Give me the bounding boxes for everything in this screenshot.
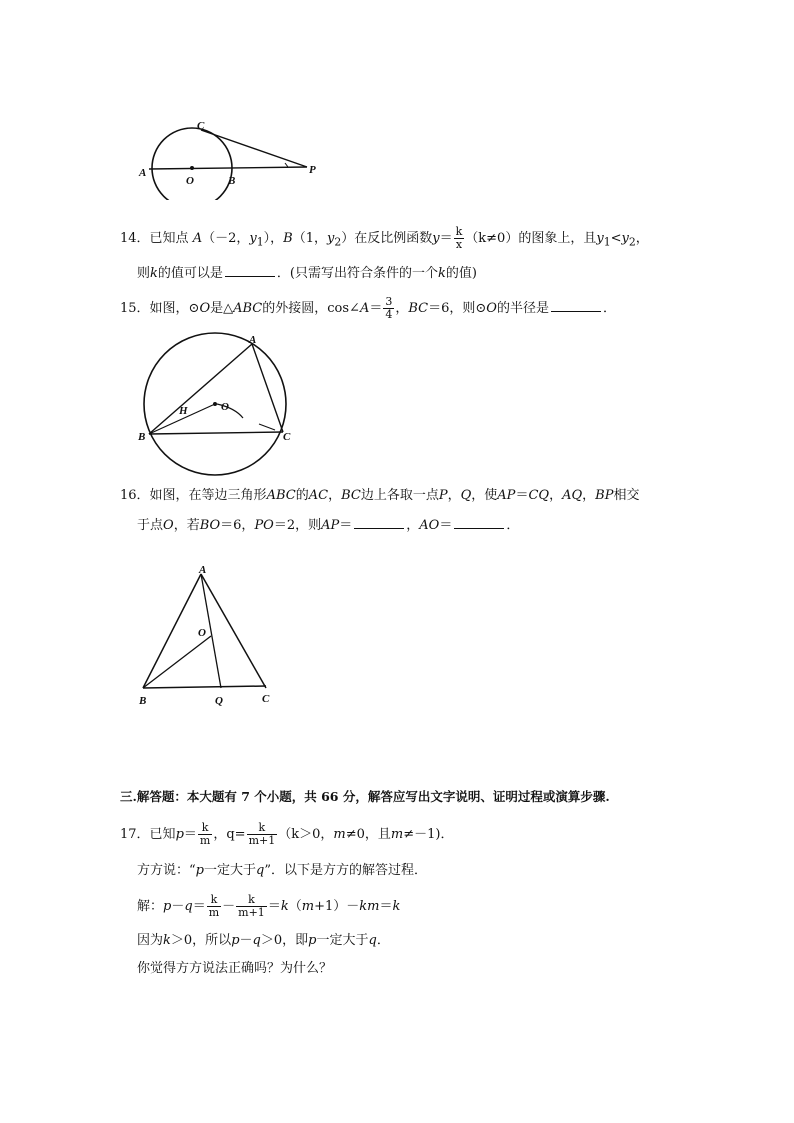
q16-line1 <box>120 487 639 505</box>
q17-text: （ <box>288 899 302 914</box>
q17-text: （k＞0， <box>278 827 334 842</box>
q17-line5: 你觉得方方说法正确吗？为什么？ <box>137 961 333 976</box>
q14-sub: 2 <box>628 235 636 249</box>
q15-text: ＝ <box>369 301 383 316</box>
q17-text: ． <box>376 933 390 948</box>
figure-circle-tangent <box>135 118 325 200</box>
q17-line3 <box>137 894 400 919</box>
q16-line2 <box>137 516 519 535</box>
figure-circumcircle <box>135 332 310 480</box>
q15-answer-blank[interactable] <box>551 299 601 312</box>
fig16-label-c: C <box>262 693 270 705</box>
q14-line1 <box>120 226 649 252</box>
q14-text: 的值) <box>445 266 477 281</box>
q14-fraction <box>454 226 465 251</box>
q16-answer-blank-ao[interactable] <box>454 516 504 529</box>
q15-text: 的外接圆，cos∠ <box>262 301 360 316</box>
q17-var: p <box>195 863 204 878</box>
section-three-heading: 三.解答题：本大题有 7 个小题，共 66 分，解答应写出文字说明、证明过程或演算步骤. <box>120 789 610 804</box>
q14-line2 <box>137 264 477 283</box>
q17-var: k <box>163 933 171 948</box>
q16-text: 如图，在等边三角形 <box>149 488 267 503</box>
q17-line4 <box>137 932 390 950</box>
fig15-label-c: C <box>283 431 291 443</box>
q15-fraction <box>383 296 394 321</box>
fig16-label-q: Q <box>215 695 223 707</box>
fig16-label-a: A <box>199 564 207 576</box>
q14-text: 的值可以是 <box>157 266 223 281</box>
q16-var: BO <box>199 518 221 533</box>
q17-text: 方方说：“ <box>137 863 196 878</box>
q17-var: q <box>256 863 265 878</box>
q17-var: p <box>163 899 172 914</box>
q17-text: － <box>222 899 236 914</box>
q17-text: ＝ <box>267 899 281 914</box>
q17-var: p <box>231 933 240 948</box>
q15-text: ． <box>602 301 616 316</box>
q16-text: 于点 <box>137 518 164 533</box>
fig15-label-h: H <box>179 405 188 417</box>
q14-var: k <box>150 266 158 281</box>
q14-text: ＝ <box>439 231 453 246</box>
fig15-label-o: O <box>221 401 229 413</box>
q17-frac-den: m <box>199 834 211 847</box>
q16-var: BC <box>341 488 361 503</box>
q16-var: BP <box>595 488 614 503</box>
q16-var: Q <box>460 488 472 503</box>
fig13-label-b: B <box>228 175 236 187</box>
q16-var: ABC <box>266 488 296 503</box>
fig15-label-b: B <box>138 431 146 443</box>
q16-var: PO <box>254 518 274 533</box>
q17-frac-den: m+1 <box>248 834 276 847</box>
q17-frac-num: k <box>198 822 212 835</box>
q16-text: ，使 <box>471 488 498 503</box>
q14-var: k <box>438 266 446 281</box>
fig13-label-p: P <box>309 164 316 176</box>
q14-point-b: B <box>283 231 293 246</box>
q15-text: 的半径是 <box>496 301 549 316</box>
q16-text: ，若 <box>173 518 200 533</box>
q14-answer-blank[interactable] <box>225 264 275 277</box>
q17-text: 因为 <box>137 933 164 948</box>
q16-text: ， <box>328 488 342 503</box>
q17-text: ＝ <box>192 899 206 914</box>
q16-answer-blank-ap[interactable] <box>354 516 404 529</box>
q14-text: < <box>610 231 622 246</box>
q15-number: 15． <box>120 301 150 316</box>
q14-text: ）， <box>263 231 284 246</box>
q17-var: km <box>359 899 380 914</box>
q14-sub: 1 <box>603 235 611 249</box>
q17-frac-num: k <box>247 822 278 835</box>
q14-var: y <box>621 231 629 246</box>
q17-var: q <box>252 933 261 948</box>
q17-text: 一定大于 <box>203 863 256 878</box>
q16-text: 的 <box>295 488 309 503</box>
q16-text: ， <box>582 488 596 503</box>
q17-text: ＝ <box>379 899 393 914</box>
q17-text: 一定大于 <box>316 933 369 948</box>
q14-var: y <box>249 231 257 246</box>
q16-number: 16． <box>120 488 150 503</box>
q17-var: q <box>184 899 193 914</box>
figure-equilateral-triangle <box>135 562 280 712</box>
q14-text: （－2， <box>202 231 250 246</box>
q16-text: ＝2，则 <box>273 518 322 533</box>
q17-text: 已知 <box>149 827 176 842</box>
q17-var: p <box>175 827 184 842</box>
q16-var: P <box>438 488 448 503</box>
q14-frac-num: k <box>455 225 463 238</box>
q17-var: q <box>368 933 377 948</box>
q17-var: m <box>390 827 404 842</box>
q17-line1 <box>120 822 453 847</box>
q14-text: 已知点 <box>149 231 193 246</box>
q17-line3-fraction-2 <box>236 894 267 919</box>
q14-number: 14． <box>120 231 150 246</box>
q14-var: y <box>326 231 335 246</box>
q14-point-a: A <box>192 231 203 246</box>
q17-frac-num: k <box>236 894 267 907</box>
q17-text: ，q= <box>213 827 246 842</box>
q17-text: ”．以下是方方的解答过程． <box>264 863 427 878</box>
q17-text: +1）－ <box>314 899 360 914</box>
q16-text: ＝ <box>515 488 529 503</box>
fig13-label-a: A <box>139 167 147 179</box>
q16-text: ＝ <box>439 518 453 533</box>
q15-frac-den: 4 <box>385 308 393 321</box>
q15-frac-num: 3 <box>385 295 393 308</box>
q17-var: p <box>308 933 317 948</box>
q17-frac-den: m+1 <box>238 906 265 919</box>
q14-text: （1， <box>292 231 327 246</box>
q17-var: m <box>333 827 346 842</box>
q14-text: ， <box>635 231 649 246</box>
q14-var: y <box>432 231 440 246</box>
q17-frac-num: k <box>207 894 221 907</box>
q16-text: ＝6， <box>220 518 255 533</box>
q15-var: O <box>486 301 497 316</box>
fig15-label-a: A <box>249 334 257 346</box>
q17-text: ≠－1)． <box>403 827 454 842</box>
q14-text: ）在反比例函数 <box>341 231 433 246</box>
q14-var: y <box>596 231 604 246</box>
q15-text: ＝6，则⊙ <box>428 301 487 316</box>
q14-sub: 1 <box>256 235 264 249</box>
q17-line3-fraction-1 <box>207 894 221 919</box>
q14-text: 则 <box>137 266 151 281</box>
q15-text: 如图，⊙ <box>149 301 200 316</box>
q15-var: O <box>199 301 211 316</box>
q15-var: BC <box>408 301 429 316</box>
q14-sub: 2 <box>334 235 342 249</box>
q16-text: ＝ <box>339 518 353 533</box>
q17-line2 <box>137 862 427 880</box>
q17-frac-den: m <box>208 906 220 919</box>
fig13-label-o: O <box>186 175 194 187</box>
q17-text: ＝ <box>183 827 197 842</box>
q15-var: ABC <box>233 301 263 316</box>
q16-var: AP <box>497 488 516 503</box>
q17-text: － <box>239 933 253 948</box>
q15-text: 是△ <box>210 301 234 316</box>
q16-var: AC <box>308 488 329 503</box>
q17-var: k <box>280 899 289 914</box>
q17-fraction-q <box>247 822 278 847</box>
q16-text: 边上各取一点 <box>360 488 439 503</box>
q16-text: ， <box>549 488 563 503</box>
q14-frac-den: x <box>455 238 463 251</box>
q17-number: 17． <box>120 827 150 842</box>
q16-var: AQ <box>562 488 583 503</box>
fig16-label-b: B <box>139 695 147 707</box>
q14-text: ．(只需写出符合条件的一个 <box>276 266 438 281</box>
q17-var: k <box>392 899 401 914</box>
q17-var: m <box>301 899 315 914</box>
fig13-label-c: C <box>197 120 205 132</box>
q16-text: ， <box>406 518 420 533</box>
q16-text: ， <box>447 488 461 503</box>
q16-var: AO <box>419 518 440 533</box>
q17-text: 解： <box>137 899 164 914</box>
q16-var: CQ <box>528 488 550 503</box>
q15-line1 <box>120 296 616 321</box>
q14-text: （k≠0）的图象上，且 <box>465 231 597 246</box>
q17-text: － <box>171 899 185 914</box>
q17-fraction-p <box>198 822 212 847</box>
q16-var: AP <box>321 518 340 533</box>
q16-var: O <box>163 518 174 533</box>
q16-text: ． <box>506 518 520 533</box>
q17-text: ＞0，即 <box>260 933 309 948</box>
q17-text: ≠0，且 <box>345 827 391 842</box>
q15-var: A <box>359 301 370 316</box>
fig16-label-o: O <box>198 627 206 639</box>
q17-text: ＞0，所以 <box>170 933 232 948</box>
q15-text: ， <box>395 301 409 316</box>
q16-text: 相交 <box>613 488 640 503</box>
